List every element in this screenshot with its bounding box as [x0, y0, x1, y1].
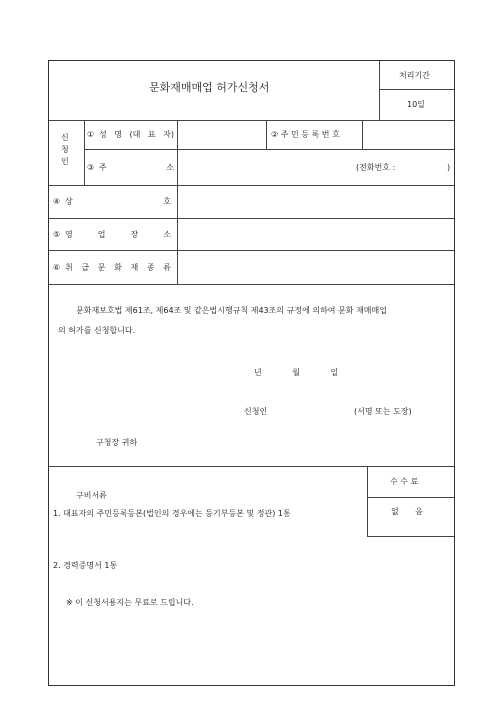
line-under-applicant [49, 185, 454, 186]
line-under-name [84, 149, 454, 150]
declaration-line-2: 의 허가를 신청합니다. [58, 326, 136, 335]
name-label: 성 명 (대 표 자) [99, 130, 174, 139]
line-under-title [49, 120, 454, 121]
name-field[interactable] [179, 123, 264, 147]
documents-header: 구비서류 [76, 491, 107, 500]
line-reg-left [266, 120, 267, 149]
fee-value: 없 음 [391, 507, 423, 516]
business-place-label: 영 업 장 소 [65, 230, 171, 239]
line-under-business-place [49, 250, 454, 251]
addressee: 구청장 귀하 [96, 438, 138, 447]
trade-name-label: 상 호 [65, 197, 171, 206]
line-reg-right [362, 120, 363, 149]
trade-name-field[interactable] [179, 189, 451, 215]
line-fee-divider [367, 497, 454, 498]
registration-number-field[interactable] [365, 123, 451, 147]
applicant-side-char: 청 [61, 145, 69, 154]
line-fee-bottom [367, 536, 454, 537]
signature-note: (서명 또는 도장) [354, 407, 412, 416]
business-place-field[interactable] [179, 221, 451, 247]
business-place-number: ⑤ [53, 230, 61, 239]
phone-close: ) [447, 163, 451, 172]
trade-name-number: ④ [53, 197, 61, 206]
application-form [48, 60, 455, 686]
date-line: 년 월 일 [254, 368, 339, 377]
phone-label: (전화번호 : [356, 163, 396, 172]
address-field[interactable] [179, 153, 359, 181]
fee-label: 수 수 료 [390, 477, 419, 486]
applicant-side-label [61, 132, 69, 168]
item-type-field[interactable] [179, 254, 451, 281]
address-label: 주 소 [99, 163, 174, 172]
form-title: 문화재매매업 허가신청서 [149, 81, 270, 94]
registration-number-label: ② 주 민 등 록 번 호 [271, 130, 340, 139]
line-period-divider [379, 89, 454, 90]
applicant-signature-label: 신청인 [244, 407, 268, 416]
line-above-documents [49, 466, 454, 467]
line-fee-left [367, 466, 368, 536]
declaration-line-1: 문화재보호법 제61조, 제64조 및 같은법시행규칙 제43조의 규정에 의하여 문화 재매매업 [76, 306, 387, 315]
line-under-item-type [49, 284, 454, 285]
document-item-2: 2. 경력증명서 1통 [53, 561, 118, 570]
line-applicant-side [84, 120, 85, 185]
name-number: ① [87, 130, 95, 139]
item-type-number: ⑥ [53, 263, 61, 272]
applicant-side-char: 인 [61, 157, 69, 166]
line-label-column [177, 120, 178, 284]
item-type-label: 취 급 문 화 재 종 류 [65, 263, 171, 272]
applicant-side-char: 신 [61, 133, 69, 142]
processing-period-label: 처리기간 [399, 71, 430, 80]
line-period-left [379, 61, 380, 120]
processing-period-value: 10일 [407, 100, 425, 109]
document-item-1: 1. 대표자의 주민등록등본(법인의 경우에는 등기부등본 및 정관) 1통 [53, 509, 291, 518]
free-form-note: ※ 이 신청서용지는 무료로 드립니다. [66, 598, 194, 607]
line-under-trade-name [49, 218, 454, 219]
address-number: ③ [87, 163, 95, 172]
